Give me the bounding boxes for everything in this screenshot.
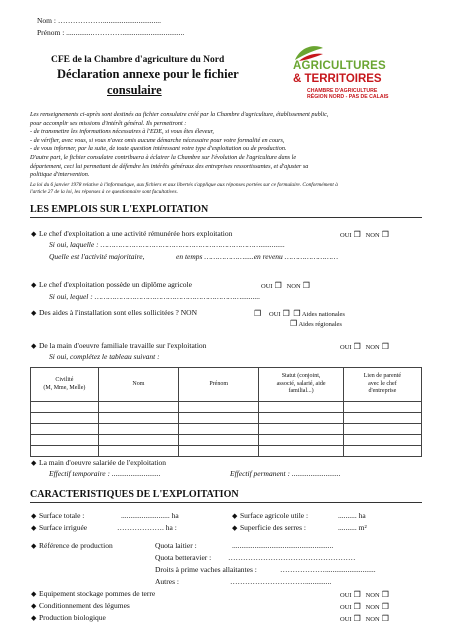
- checkbox-icon: ❒: [381, 230, 389, 239]
- q1-time-field[interactable]: en temps ……………….....en revenu ……………………: [176, 252, 339, 261]
- checkbox-icon: ❒: [274, 281, 282, 290]
- bullet-icon: ◆: [31, 602, 37, 610]
- q4-options[interactable]: OUI ❒ NON ❒: [340, 342, 389, 351]
- prenom-field[interactable]: Prénom : ..............………….................................: [37, 28, 185, 37]
- q4-detail-label: Si oui, complétez le tableau suivant :: [49, 352, 160, 361]
- table-header-row: [31, 368, 422, 402]
- logo-line2: & TERRITOIRES: [293, 73, 382, 85]
- checkbox-icon: ❒: [302, 281, 310, 290]
- question-main-oeuvre-familiale: ◆ De la main d'oeuvre familiale travaille sur l'exploitation: [31, 341, 207, 350]
- bullet-icon: ◆: [31, 309, 37, 317]
- q3-oui-option[interactable]: OUI ❒ ❒ Aides nationales: [269, 309, 345, 318]
- header-nom: Nom: [98, 368, 178, 402]
- surface-totale-label: ◆ Surface totale :: [31, 511, 85, 520]
- reference-production-label: ◆ Référence de production: [31, 541, 113, 550]
- table-row: [31, 413, 422, 424]
- bullet-icon: ◆: [31, 230, 37, 238]
- logo-line3: CHAMBRE D'AGRICULTURE: [307, 88, 378, 94]
- conditionnement-label: ◆ Conditionnement des légumes: [31, 601, 130, 610]
- question-main-oeuvre-salariee: ◆ La main d'oeuvre salariée de l'exploitation: [31, 458, 167, 467]
- table-row: [31, 435, 422, 446]
- bullet-icon: ◆: [31, 512, 37, 520]
- question-aides: ◆ Des aides à l'installation sont elles sollicitées ? NON: [31, 308, 197, 317]
- droits-prime-field[interactable]: ………………...........................: [280, 565, 376, 574]
- autres-label: Autres :: [155, 577, 179, 586]
- checkbox-icon: ❒: [353, 602, 361, 611]
- surface-totale-field[interactable]: .......................... ha: [121, 511, 179, 520]
- cfe-title: CFE de la Chambre d'agriculture du Nord: [51, 55, 225, 65]
- q3-regionales-option[interactable]: ❒ Aides régionales: [290, 319, 342, 328]
- quota-laitier-field[interactable]: ......................................................: [232, 541, 334, 550]
- surface-agricole-field[interactable]: .......... ha: [338, 511, 366, 520]
- checkbox-icon: ❒: [353, 590, 361, 599]
- superficie-serres-field[interactable]: .......... m²: [338, 523, 367, 532]
- checkbox-icon: ❒: [282, 309, 290, 318]
- bullet-icon: ◆: [31, 590, 37, 598]
- checkbox-icon: ❒: [381, 614, 389, 623]
- divider: [30, 217, 422, 218]
- quota-betteravier-field[interactable]: ……………………………………………: [228, 553, 356, 562]
- superficie-serres-label: ◆ Superficie des serres :: [232, 523, 307, 532]
- nom-field[interactable]: Nom : ………………...............................: [37, 16, 161, 25]
- surface-irriguee-field[interactable]: ………………. ha :: [117, 523, 177, 532]
- section-caracteristiques-title: CARACTERISTIQUES DE L'EXPLOITATION: [30, 489, 239, 500]
- production-bio-label: ◆ Production biologique: [31, 613, 106, 622]
- table-row: [31, 446, 422, 457]
- header-statut: Statut (conjoint, associé, salarié, aide familial...): [259, 368, 343, 402]
- q2-detail-field[interactable]: Si oui, lequel : …………………………………………………………..........: [49, 292, 261, 301]
- chambre-agriculture-logo: [293, 44, 438, 110]
- bullet-icon: ◆: [31, 542, 37, 550]
- bullet-icon: ◆: [31, 614, 37, 622]
- legal-note: La loi du 6 janvier 1978 relative à l'informatique, aux fichiers et aux libertés s'applique aux réponses portées sur ce formulaire. Conformément à l'article 27 de la loi, les réponses à ce questionnaire sont facultatives.: [30, 182, 338, 195]
- declaration-title-line2: consulaire: [107, 83, 162, 97]
- declaration-title-line1: Déclaration annexe pour le fichier: [57, 67, 239, 81]
- question-diplome: ◆ Le chef d'exploitation possède un diplôme agricole: [31, 280, 192, 289]
- effectif-temporaire-field[interactable]: Effectif temporaire : ..........................: [49, 469, 161, 478]
- surface-agricole-label: ◆ Surface agricole utile :: [232, 511, 309, 520]
- bullet-icon: ◆: [31, 342, 37, 350]
- section-emplois-title: LES EMPLOIS SUR L'EXPLOITATION: [30, 204, 209, 215]
- intro-paragraph: Les renseignements ci-après sont destinés au fichier consulaire créé par la Chambre d'agriculture, établissement public, pour accomplir ses missions d'intérêt général. Ils permettront : - de transmettre les informations nécessaires à l'EDE, si vous êtes éleveur, - de vérifier, avec vous, si vous n'avez omis aucune démarche nécessaire pour votre formalité en cours, - de vous informer, par la suite, de toute question intéressant votre type d'exploitation ou de production. D'autre part, le fichier consulaire contribuera à éclairer la Chambre sur l'évolution de l'agriculture dans le département, ceci lui permettant de défendre les intérêts généraux des entreprises ressortissantes, et d'ajuster sa politique d'intervention.: [30, 111, 329, 179]
- q2-options[interactable]: OUI ❒ NON ❒: [261, 281, 310, 290]
- checkbox-icon: ❒: [293, 309, 301, 318]
- checkbox-icon: ❒: [381, 602, 389, 611]
- checkbox-icon: ❒: [290, 319, 298, 328]
- logo-line1: AGRICULTURES: [293, 60, 386, 72]
- equipement-options[interactable]: OUI ❒ NON ❒: [340, 590, 389, 599]
- checkbox-icon: ❒: [353, 230, 361, 239]
- logo-line4: RÉGION NORD - PAS DE CALAIS: [307, 94, 389, 100]
- autres-field[interactable]: …………………………..............: [230, 577, 332, 586]
- bullet-icon: ◆: [232, 524, 238, 532]
- surface-irriguee-label: ◆ Surface irriguée: [31, 523, 88, 532]
- checkbox-icon: ❒: [353, 614, 361, 623]
- table-row: [31, 424, 422, 435]
- bullet-icon: ◆: [31, 524, 37, 532]
- quota-betteravier-label: Quota betteravier :: [155, 553, 212, 562]
- header-civilite: Civilité (M, Mme, Melle): [31, 368, 99, 402]
- effectif-permanent-field[interactable]: Effectif permanent : ..........................: [230, 469, 341, 478]
- bullet-icon: ◆: [31, 281, 37, 289]
- q3-non-checkbox[interactable]: [252, 309, 261, 318]
- checkbox-icon: ❒: [254, 309, 262, 318]
- droits-prime-label: Droits à prime vaches allaitantes :: [155, 565, 257, 574]
- checkbox-icon: ❒: [381, 590, 389, 599]
- bullet-icon: ◆: [232, 512, 238, 520]
- bullet-icon: ◆: [31, 459, 37, 467]
- quota-laitier-label: Quota laitier :: [155, 541, 197, 550]
- production-bio-options[interactable]: OUI ❒ NON ❒: [340, 614, 389, 623]
- table-row: [31, 402, 422, 413]
- header-prenom: Prénom: [179, 368, 259, 402]
- q1-detail-field[interactable]: Si oui, laquelle : ……………………………………………………………….............: [49, 240, 285, 249]
- question-hors-exploitation: ◆ Le chef d'exploitation a une activité rémunérée hors exploitation: [31, 229, 233, 238]
- checkbox-icon: ❒: [353, 342, 361, 351]
- divider: [30, 502, 422, 503]
- q1-majority-label: Quelle est l'activité majoritaire,: [49, 252, 145, 261]
- checkbox-icon: ❒: [381, 342, 389, 351]
- conditionnement-options[interactable]: OUI ❒ NON ❒: [340, 602, 389, 611]
- q1-options[interactable]: OUI ❒ NON ❒: [340, 230, 389, 239]
- header-lien: Lien de parenté avec le chef d'entreprise: [343, 368, 421, 402]
- family-labour-table: [30, 367, 422, 457]
- equipement-stockage-label: ◆ Equipement stockage pommes de terre: [31, 589, 156, 598]
